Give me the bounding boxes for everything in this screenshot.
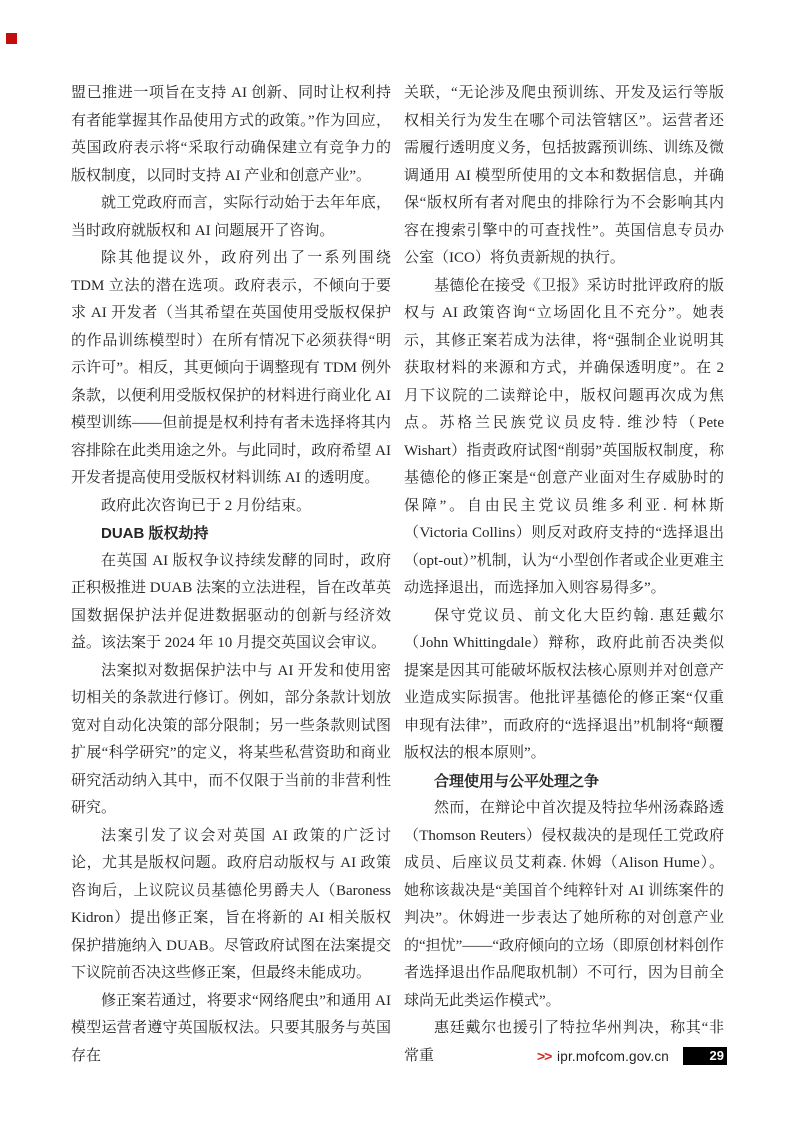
left-column bbox=[71, 80, 391, 1070]
paragraph: 法案引发了议会对英国 AI 政策的广泛讨论，尤其是版权问题。政府启动版权与 AI 政策咨询后，上议院议员基德伦男爵夫人（Baroness Kidron）提出修正案，旨在将新的 AI 相关版权保护措施纳入 DUAB。尽管政府试图在法案提交下议院前否决这些修正案，但最终未能成功。 bbox=[71, 827, 391, 981]
paragraph: 基德伦在接受《卫报》采访时批评政府的版权与 AI 政策咨询“立场固化且不充分”。她表示，其修正案若成为法律，将“强制企业说明其获取材料的来源和方式，并确保透明度”。在 2 月下议院的二读辩论中，版权问题再次成为焦点。苏格兰民族党议员皮特. 维沙特（Pete Wishart）指责政府试图“削弱”英国版权制度，称基德伦的修正案是“创意产业面对生存威胁时的保障”。自由民主党议员维多利亚. 柯林斯（Victoria Collins）则反对政府支持的“选择退出（opt-out）”机制，认为“小型创作者或企业更难主动选择退出，而选择加入则容易得多”。 bbox=[404, 277, 724, 596]
section-heading-fair-use: 合理使用与公平处理之争 bbox=[434, 772, 600, 790]
article-body bbox=[71, 80, 724, 1070]
paragraph-continuation: 盟已推进一项旨在支持 AI 创新、同时让权利持有者能掌握其作品使用方式的政策。”作为回应，英国政府表示将“采取行动确保建立有竞争力的版权制度，以同时支持 AI 产业和创意产业”。 bbox=[71, 85, 391, 184]
double-chevron-icon: >> bbox=[536, 1048, 552, 1064]
paragraph: 惠廷戴尔也援引了特拉华州判决，称其“非常重 bbox=[404, 1020, 724, 1064]
page-footer bbox=[537, 1047, 727, 1065]
footer-site-url: ipr.mofcom.gov.cn bbox=[557, 1048, 669, 1064]
section-heading-duab: DUAB 版权劫持 bbox=[101, 525, 209, 542]
page-number-badge: 29 bbox=[683, 1047, 727, 1065]
paragraph: 法案拟对数据保护法中与 AI 开发和使用密切相关的条款进行修订。例如，部分条款计划放宽对自动化决策的部分限制；另一些条款则试图扩展“科学研究”的定义，将某些私营资助和商业研究活动纳入其中，而不仅限于当前的非营利性研究。 bbox=[71, 662, 391, 816]
paragraph: 除其他提议外，政府列出了一系列围绕 TDM 立法的潜在选项。政府表示，不倾向于要求 AI 开发者（当其希望在英国使用受版权保护的作品训练模型时）在所有情况下必须获得“明示许可”。相反，其更倾向于调整现有 TDM 例外条款，以便利用受版权保护的材料进行商业化 AI 模型训练——但前提是权利持有者未选择将其内容排除在此类用途之外。与此同时，政府希望 AI 开发者提高使用受版权材料训练 AI 的透明度。 bbox=[71, 250, 391, 486]
right-column bbox=[404, 80, 724, 1070]
red-corner-marker bbox=[6, 33, 17, 44]
paragraph: 然而，在辩论中首次提及特拉华州汤森路透（Thomson Reuters）侵权裁决的是现任工党政府成员、后座议员艾莉森. 休姆（Alison Hume）。她称该裁决是“美国首个纯粹针对 AI 训练案件的判决”。休姆进一步表达了她所称的对创意产业的“担忧”——“政府倾向的立场（即原创材料创作者选择退出作品爬取机制）不可行，因为目前全球尚无此类运作模式”。 bbox=[404, 800, 724, 1009]
paragraph-continuation: 关联，“无论涉及爬虫预训练、开发及运行等版权相关行为发生在哪个司法管辖区”。运营者还需履行透明度义务，包括披露预训练、训练及微调通用 AI 模型所使用的文本和数据信息，并确保“版权所有者对爬虫的排除行为不会影响其内容在搜索引擎中的可查找性”。英国信息专员办公室（ICO）将负责新规的执行。 bbox=[404, 85, 724, 266]
paragraph: 在英国 AI 版权争议持续发酵的同时，政府正积极推进 DUAB 法案的立法进程，旨在改革英国数据保护法并促进数据驱动的创新与经济效益。该法案于 2024 年 10 月提交英国议会审议。 bbox=[71, 552, 392, 651]
paragraph: 就工党政府而言，实际行动始于去年年底，当时政府就版权和 AI 问题展开了咨询。 bbox=[71, 195, 391, 239]
paragraph: 修正案若通过，将要求“网络爬虫”和通用 AI 模型运营者遵守英国版权法。只要其服务与英国存在 bbox=[71, 992, 391, 1064]
paragraph: 政府此次咨询已于 2 月份结束。 bbox=[101, 497, 312, 514]
paragraph: 保守党议员、前文化大臣约翰. 惠廷戴尔（John Whittingdale）辩称，政府此前否决类似提案是因其可能破坏版权法核心原则并对创意产业造成实际损害。他批评基德伦的修正案“仅重申现有法律”，而政府的“选择退出”机制将“颠覆版权法的根本原则”。 bbox=[404, 607, 724, 761]
